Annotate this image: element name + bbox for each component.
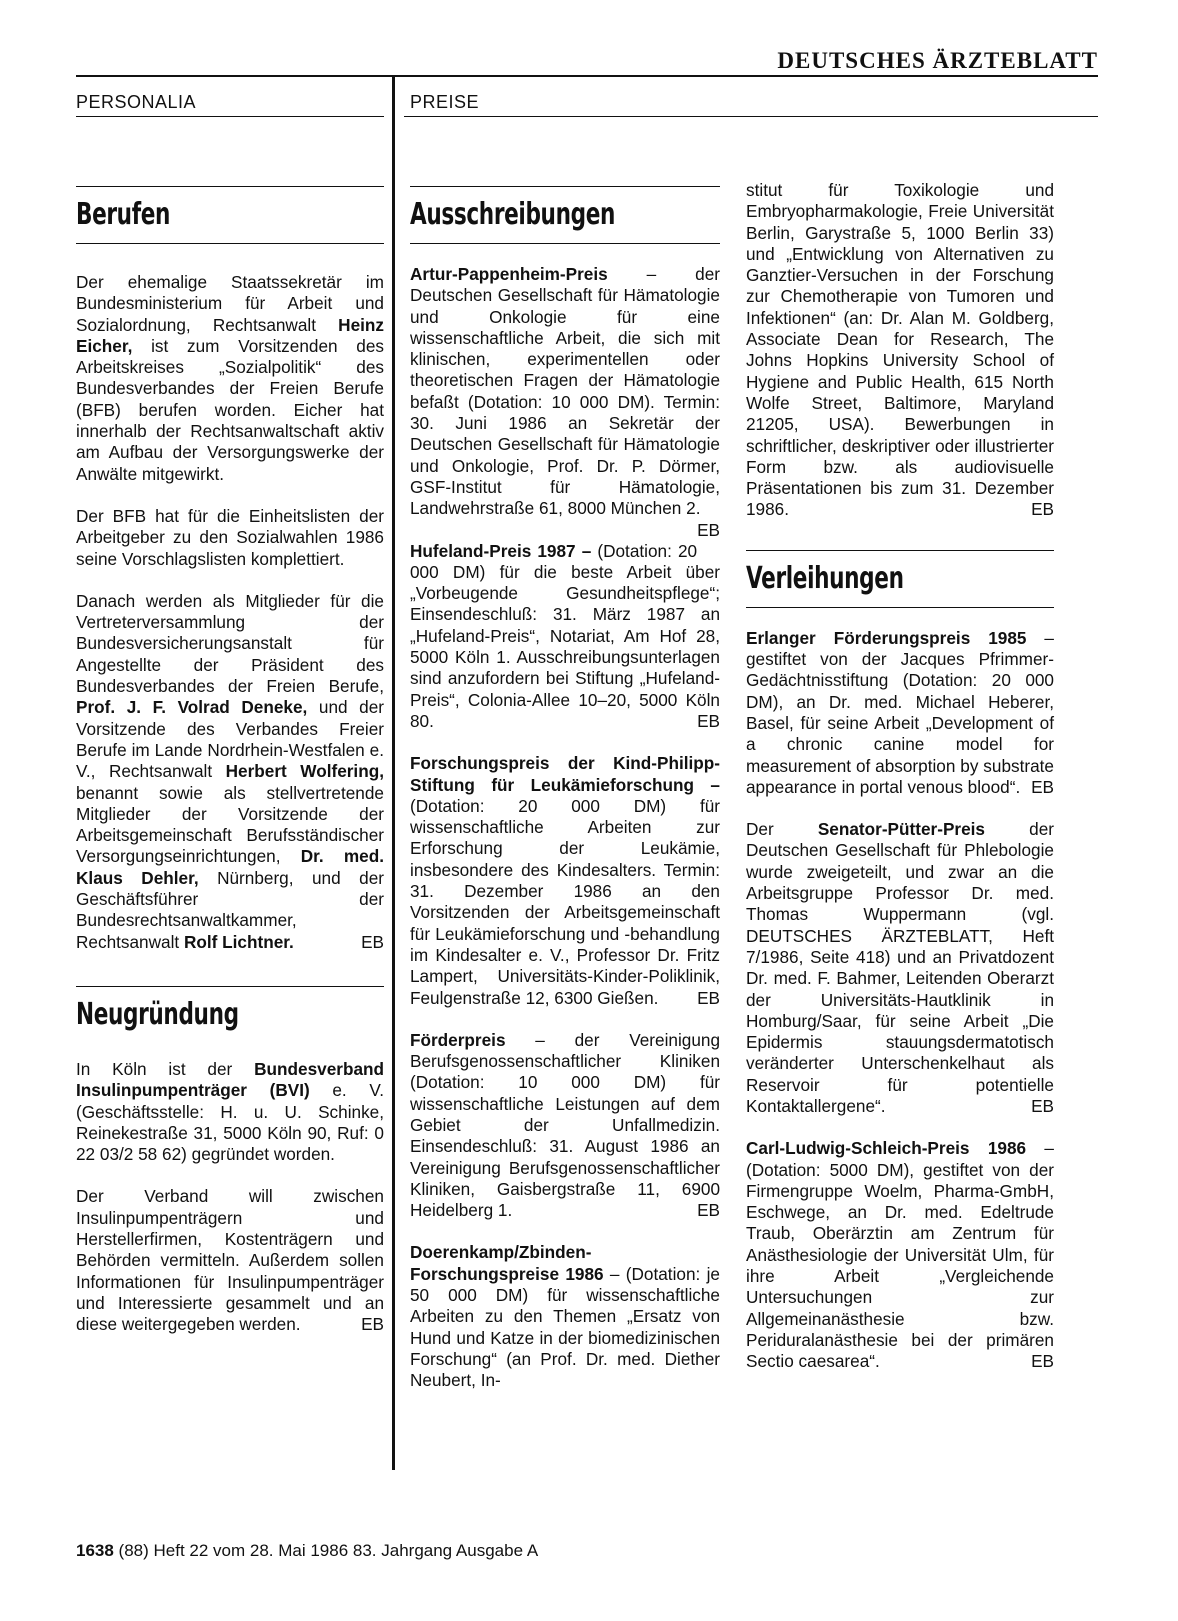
heading-berufen-block — [76, 186, 384, 244]
page-footer — [76, 1541, 538, 1561]
announcement-item: Doerenkamp/Zbinden-Forschungspreise 1986 – (Dotation: je 50 000 DM) für wissenschaftliche Arbeiten zu den Themen „Ersatz von Hund und Katze in der biomedizinischen Forschung“ (an Prof. Dr. med. Diether Neubert, In- — [410, 1242, 720, 1391]
eb-mark: EB — [1031, 499, 1054, 520]
neugruendung-paragraph-1: In Köln ist der Bundesverband Insulinpumpenträger (BVI) e. V. (Geschäftsstelle: H. u. U. Schinke, Reinekestraße 31, 5000 Köln 90, Ruf: 0 22 03/2 58 62) gegründet worden. — [76, 1058, 385, 1165]
heading-neugruendung-block — [76, 986, 384, 1033]
announcement-continuation: stitut für Toxikologie und Embryopharmakologie, Freie Universität Berlin, Garystraße 5, 1000 Berlin 33) und „Entwicklung von Alternativen zu Ganztier-Versuchen in der Forschung zur Chemotherapie von Tumoren und Infektionen“ (an: Dr. Alan M. Goldberg, Associate Dean for Research, The Johns Hopkins University School of Hygiene and Public Health, 615 North Wolfe Street, Baltimore, Maryland 21205, USA). Bewerbungen in schriftlicher, deskriptiver oder illustrierter Form bzw. als audiovisuelle Präsentationen bis zum 31. Dezember 1986. EB — [746, 180, 1054, 520]
heading-neugruendung: Neugründung — [76, 996, 239, 1032]
section-label-personalia: PERSONALIA — [76, 92, 197, 112]
column-divider — [392, 76, 395, 1470]
berufen-paragraph-2: Der BFB hat für die Einheitslisten der Arbeitgeber zu den Sozialwahlen 1986 seine Vorschlagslisten komplettiert. — [76, 505, 384, 569]
announcement-item: Forschungspreis der Kind-Philipp-Stiftung für Leukämieforschung – (Dotation: 20 000 DM) für wissenschaftliche Arbeiten zur Erforschung der Leukämie, insbesondere des Kindesalters. Termin: 31. Dezember 1986 an den Vorsitzenden der Arbeitsgemeinschaft für Leukämieforschung und -behandlung im Kindesalter e. V., Professor Dr. Fritz Lampert, Universitäts-Kinder-Poliklinik, Feulgenstraße 12, 6300 Gießen. EB — [410, 753, 720, 1008]
berufen-paragraph-3: Danach werden als Mitglieder für die Vertreterversammlung der Bundesversicherungsanstalt für Angestellte der Präsident des Bundesverbandes der Freien Berufe, Prof. J. F. Volrad Deneke, und der Vorsitzende des Verbandes Freier Berufe im Lande Nordrhein-Westfalen e. V., Rechtsanwalt Herbert Wolfering, benannt sowie als stellvertretende Mitglieder der Vorsitzende der Arbeitsgemeinschaft Berufsständischer Versorgungseinrichtungen, Dr. med. Klaus Dehler, Nürnberg, und der Geschäftsführer der Bundesrechtsanwaltkammer, Rechtsanwalt Rolf Lichtner. EB — [76, 590, 384, 952]
announcement-item: Förderpreis – der Vereinigung Berufsgenossenschaftlicher Kliniken (Dotation: 10 000 DM) für wissenschaftliche Leistungen auf dem Gebiet der Unfallmedizin. Einsendeschluß: 31. August 1986 an Vereinigung Berufsgenossenschaftlicher Kliniken, Gaisbergstraße 11, 6900 Heidelberg 1. EB — [410, 1029, 720, 1221]
column-verleihungen — [746, 180, 1054, 1373]
section-label-preise: PREISE — [410, 92, 480, 112]
heading-verleihungen-block — [746, 550, 1054, 608]
column-personalia — [76, 186, 384, 1335]
section-rule-left — [76, 116, 384, 117]
section-rule-right — [404, 116, 1098, 117]
announcement-item: Hufeland-Preis 1987 – (Dotation: 20 000 DM) für die beste Arbeit über „Vorbeugende Gesundheitspflege“; Einsendeschluß: 31. März 1987 an „Hufeland-Preis“, Notariat, Am Hof 28, 5000 Köln 1. Ausschreibungsunterlagen sind anzufordern bei Stiftung „Hufeland-Preis“, Colonia-Allee 10–20, 5000 Köln 80. EB — [410, 540, 720, 731]
announcement-item: Artur-Pappenheim-Preis – der Deutschen Gesellschaft für Hämatologie und Onkologie für eine wissenschaftliche Arbeit, die sich mit klinischen, experimentellen oder theoretischen Fragen der Hämatologie befaßt (Dotation: 10 000 DM). Termin: 30. Juni 1986 an Sekretär der Deutschen Gesellschaft für Hämatologie und Onkologie, Prof. Dr. P. Dörmer, GSF-Institut für Hämatologie, Landwehrstraße 61, 8000 München 2. EB — [410, 264, 720, 540]
masthead-rule — [76, 75, 1098, 77]
page-number: 1638 — [76, 1541, 114, 1560]
heading-verleihungen: Verleihungen — [746, 560, 904, 596]
eb-mark: EB — [361, 931, 384, 952]
heading-ausschreibungen: Ausschreibungen — [410, 197, 616, 232]
award-item: Carl-Ludwig-Schleich-Preis 1986 – (Dotation: 5000 DM), gestiftet von der Firmengruppe Woelm, Pharma-GmbH, Eschwege, an Dr. med. Edeltrude Traub, Oberärztin am Zentrum für Anästhesiologie der Universität Ulm, für ihre Arbeit „Vergleichende Untersuchungen zur Allgemeinanästhesie bzw. Periduralanästhesie bei der primären Sectio caesarea“. EB — [746, 1138, 1054, 1372]
award-item: Der Senator-Pütter-Preis der Deutschen Gesellschaft für Phlebologie wurde zweigeteilt, und zwar an die Arbeitsgruppe Professor Dr. med. Thomas Wuppermann (vgl. DEUTSCHES ÄRZTEBLATT, Heft 7/1986, Seite 418) und an Privatdozent Dr. med. F. Bahmer, Leitenden Oberarzt der Universitäts-Hautklinik in Homburg/Saar, für seine Arbeit „Die Epidermis stauungsdermatotisch veränderter Unterschenkelhaut als Reservoir für potentielle Kontaktallergene“. EB — [746, 819, 1054, 1116]
heading-ausschreibungen-block — [410, 186, 720, 244]
award-item: Erlanger Förderungspreis 1985 – gestiftet von der Jacques Pfrimmer-Gedächtnisstiftung (Dotation: 20 000 DM), an Dr. med. Michael Heberer, Basel, für seine Arbeit „Development of a chronic canine model for measurement of absorption by substrate appearance in portal venous blood“. EB — [746, 627, 1054, 797]
issue-info: (88) Heft 22 vom 28. Mai 1986 83. Jahrgang Ausgabe A — [113, 1541, 539, 1560]
masthead: DEUTSCHES ÄRZTEBLATT — [777, 48, 1098, 73]
berufen-paragraph-1: Der ehemalige Staatssekretär im Bundesministerium für Arbeit und Sozialordnung, Rechtsanwalt Heinz Eicher, ist zum Vorsitzenden des Arbeitskreises „Sozialpolitik“ des Bundesverbandes der Freien Berufe (BFB) berufen worden. Eicher hat innerhalb der Rechtsanwaltschaft aktiv am Aufbau der Versorgungswerke der Anwälte mitgewirkt. — [76, 272, 384, 484]
neugruendung-paragraph-2: Der Verband will zwischen Insulinpumpenträgern und Herstellerfirmen, Kostenträgern und Behörden vermitteln. Außerdem sollen Informationen für Insulinpumpenträger und Interessierte gesammelt und an diese weitergegeben werden. EB — [76, 1186, 384, 1335]
eb-mark: EB — [361, 1314, 384, 1335]
heading-berufen: Berufen — [76, 197, 171, 232]
column-ausschreibungen — [410, 186, 720, 1392]
